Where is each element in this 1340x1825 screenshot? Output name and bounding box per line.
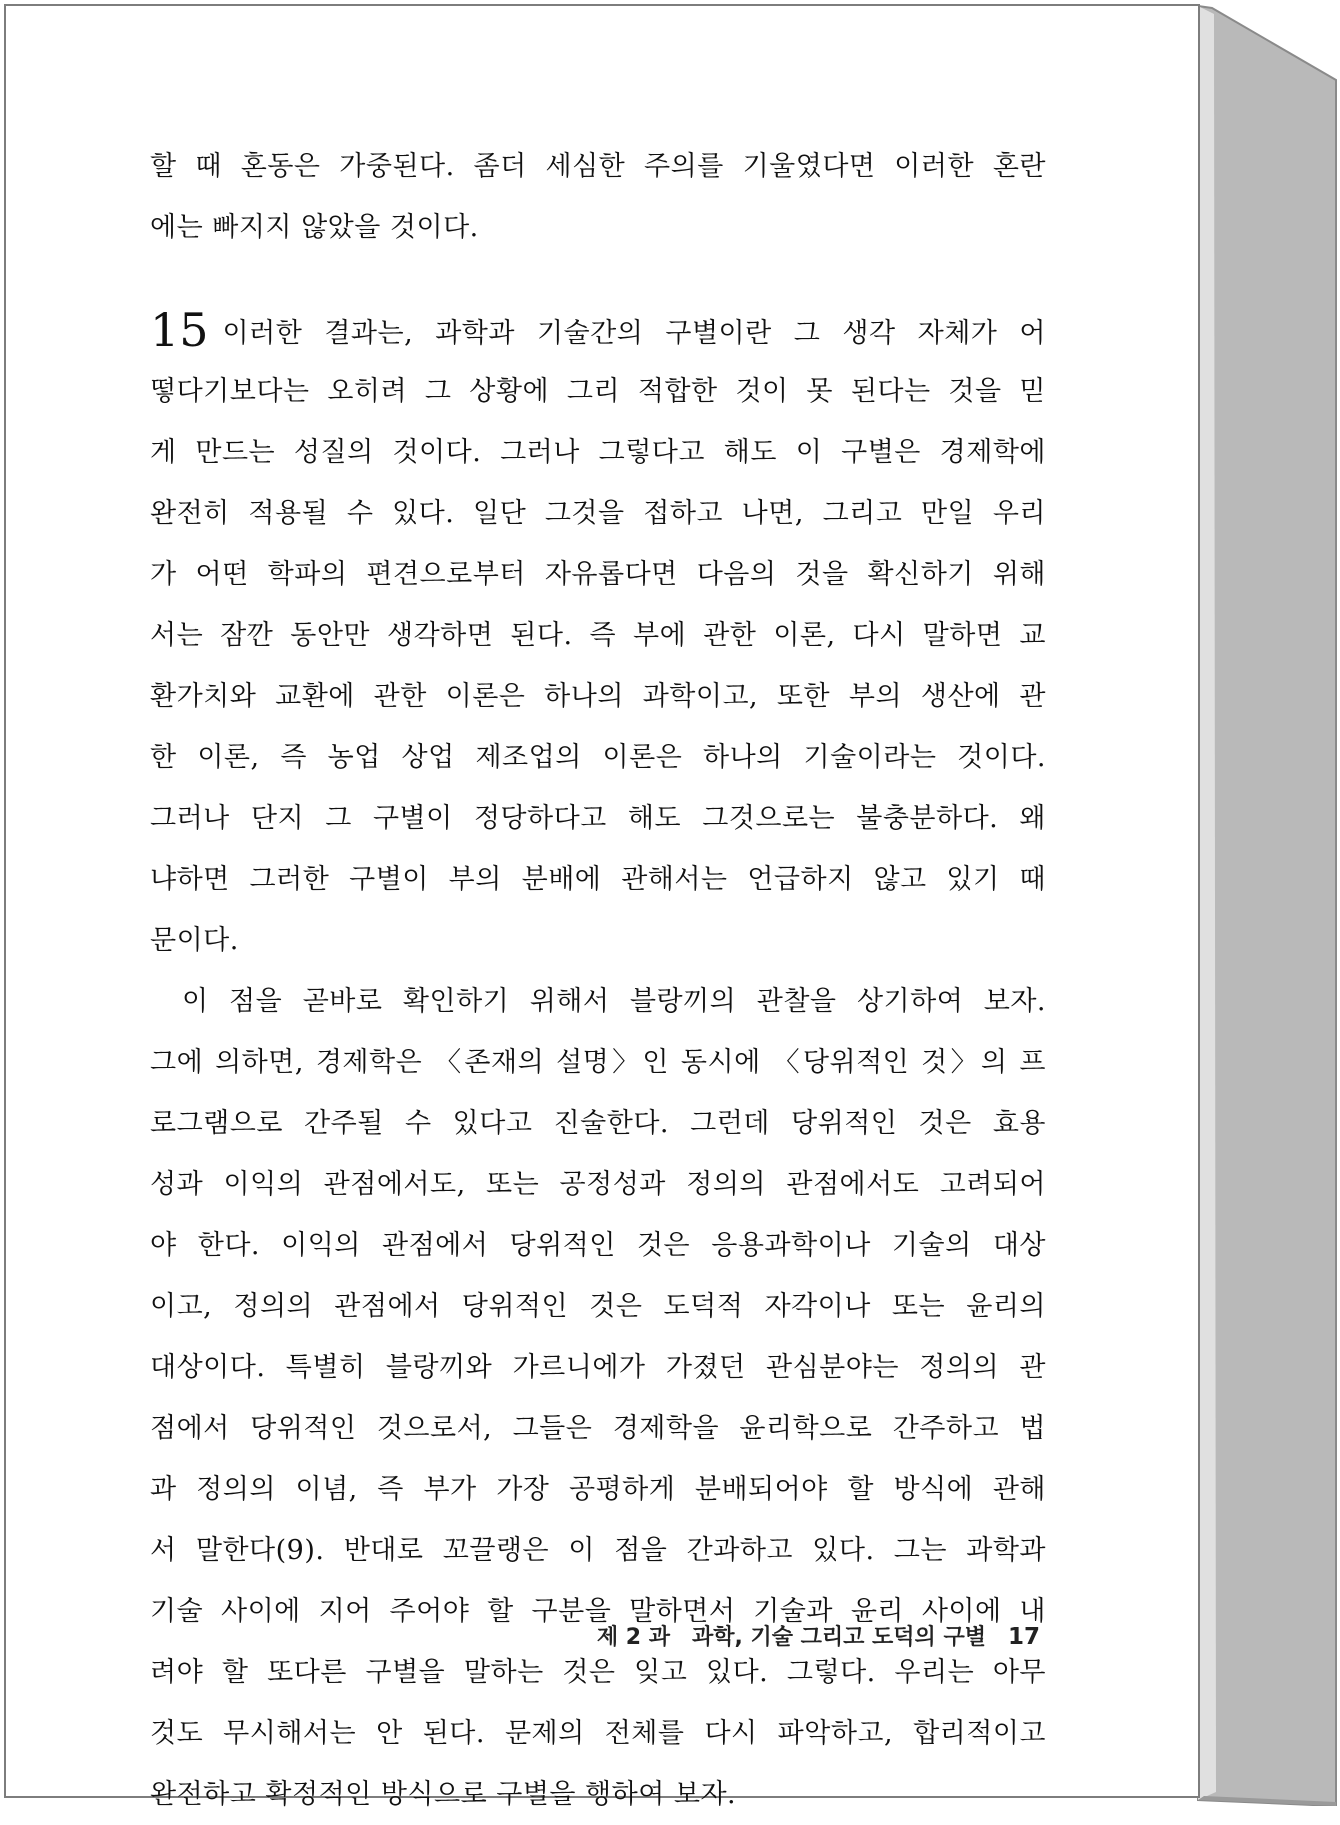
text-line: 완전히 적용될 수 있다. 일단 그것을 접하고 나면, 그리고 만일 우리 (150, 498, 1046, 529)
footer-chapter: 제 2 과 (596, 1625, 670, 1650)
text-line: 그러나 단지 그 구별이 정당하다고 해도 그것으로는 불충분하다. 왜 (150, 803, 1046, 834)
text-line: 이고, 정의의 관점에서 당위적인 것은 도덕적 자각이나 또는 윤리의 (150, 1291, 1046, 1322)
text-line: 서 말한다(9). 반대로 꼬끌랭은 이 점을 간과하고 있다. 그는 과학과 (150, 1535, 1046, 1566)
text-line: 기술 사이에 지어 주어야 할 구분을 말하면서 기술과 윤리 사이에 내 (150, 1596, 1046, 1627)
paragraph-number: 15 (150, 303, 209, 357)
text-line: 서는 잠깐 동안만 생각하면 된다. 즉 부에 관한 이론, 다시 말하면 교 (150, 620, 1046, 651)
page-body-text (150, 136, 1046, 1825)
text-line: 떻다기보다는 오히려 그 상황에 그리 적합한 것이 못 된다는 것을 믿 (150, 376, 1046, 407)
text-line: 할 때 혼동은 가중된다. 좀더 세심한 주의를 기울였다면 이러한 혼란 (150, 151, 1046, 182)
page-number: 17 (1007, 1624, 1040, 1650)
text-line (150, 300, 1046, 361)
text-line: 대상이다. 특별히 블랑끼와 가르니에가 가졌던 관심분야는 정의의 관 (150, 1352, 1046, 1383)
text-line: 한 이론, 즉 농업 상업 제조업의 이론은 하나의 기술이라는 것이다. (150, 742, 1046, 773)
text-line: 성과 이익의 관점에서도, 또는 공정성과 정의의 관점에서도 고려되어 (150, 1169, 1046, 1200)
text-line: 과 정의의 이념, 즉 부가 가장 공평하게 분배되어야 할 방식에 관해 (150, 1474, 1046, 1505)
text-line: 가 어떤 학파의 편견으로부터 자유롭다면 다음의 것을 확신하기 위해 (150, 559, 1046, 590)
text-line: 게 만드는 성질의 것이다. 그러나 그렇다고 해도 이 구별은 경제학에 (150, 437, 1046, 468)
text-line-content: 이러한 결과는, 과학과 기술간의 구별이란 그 생각 자체가 어 (222, 318, 1046, 349)
text-line: 그에 의하면, 경제학은 〈존재의 설명〉인 동시에 〈당위적인 것〉의 프 (150, 1047, 1046, 1078)
text-line: 려야 할 또다른 구별을 말하는 것은 잊고 있다. 그렇다. 우리는 아무 (150, 1657, 1046, 1688)
text-line: 완전하고 확정적인 방식으로 구별을 행하여 보자. (150, 1779, 737, 1810)
text-line: 야 한다. 이익의 관점에서 당위적인 것은 응용과학이나 기술의 대상 (150, 1230, 1046, 1261)
text-line: 점에서 당위적인 것으로서, 그들은 경제학을 윤리학으로 간주하고 법 (150, 1413, 1046, 1444)
text-line: 문이다. (150, 925, 239, 956)
text-line: 냐하면 그러한 구별이 부의 분배에 관해서는 언급하지 않고 있기 때 (150, 864, 1046, 895)
footer-title: 과학, 기술 그리고 도덕의 구별 (691, 1625, 986, 1650)
text-line: 환가치와 교환에 관한 이론은 하나의 과학이고, 또한 부의 생산에 관 (150, 681, 1046, 712)
text-line: 이 점을 곧바로 확인하기 위해서 블랑끼의 관찰을 상기하여 보자. (182, 986, 1046, 1017)
text-line: 로그램으로 간주될 수 있다고 진술한다. 그런데 당위적인 것은 효용 (150, 1108, 1046, 1139)
page-footer (597, 1620, 1040, 1651)
text-line: 에는 빠지지 않았을 것이다. (150, 212, 479, 243)
text-line: 것도 무시해서는 안 된다. 문제의 전체를 다시 파악하고, 합리적이고 (150, 1718, 1046, 1749)
